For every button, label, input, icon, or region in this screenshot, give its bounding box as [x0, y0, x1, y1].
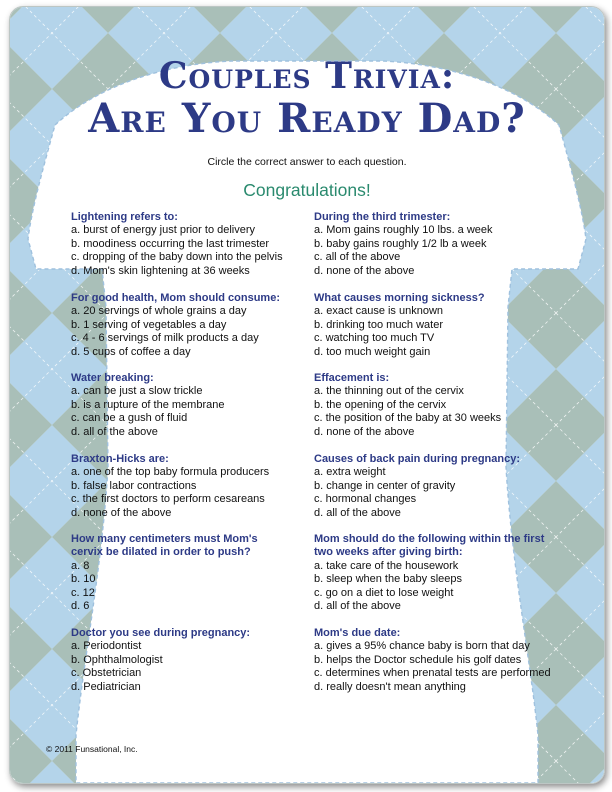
answer-option[interactable]: a. 20 servings of whole grains a day: [71, 305, 247, 318]
question-text: Effacement is:: [314, 372, 390, 384]
answer-option[interactable]: c. 12: [71, 586, 95, 599]
answer-option[interactable]: a. can be just a slow trickle: [71, 385, 203, 398]
answer-option[interactable]: d. 6: [71, 600, 90, 613]
question-block: [314, 627, 564, 694]
answer-option[interactable]: b. helps the Doctor schedule his golf dates: [314, 653, 522, 666]
question-block: [314, 453, 564, 520]
question-text: Water breaking:: [71, 372, 154, 384]
answer-option[interactable]: b. false labor contractions: [71, 479, 197, 492]
question-text: Braxton-Hicks are:: [71, 453, 169, 465]
question-text: During the third trimester:: [314, 211, 451, 223]
answer-option[interactable]: c. determines when prenatal tests are performed: [314, 667, 551, 680]
answer-option[interactable]: c. go on a diet to lose weight: [314, 586, 454, 599]
question-block: [71, 292, 321, 359]
congratulations-text: Congratulations!: [243, 180, 371, 200]
question-text: For good health, Mom should consume:: [71, 292, 280, 304]
answer-option[interactable]: a. gives a 95% chance baby is born that day: [314, 640, 530, 653]
answer-option[interactable]: c. the position of the baby at 30 weeks: [314, 412, 502, 425]
answer-option[interactable]: d. all of the above: [71, 425, 158, 438]
instruction-text: Circle the correct answer to each question.: [207, 156, 407, 168]
question-block: [314, 211, 564, 278]
answer-option[interactable]: b. sleep when the baby sleeps: [314, 573, 462, 586]
answer-option[interactable]: b. drinking too much water: [314, 318, 444, 331]
answer-option[interactable]: c. 4 - 6 servings of milk products a day: [71, 332, 259, 345]
answer-option[interactable]: d. all of the above: [314, 506, 401, 519]
answer-option[interactable]: d. Pediatrician: [71, 680, 141, 693]
question-block: [71, 372, 321, 439]
answer-option[interactable]: c. all of the above: [314, 251, 401, 264]
question-block: [71, 627, 321, 694]
question-text: How many centimeters must Mom's cervix be dilated in order to push?: [71, 533, 258, 559]
answer-option[interactable]: d. none of the above: [314, 425, 415, 438]
trivia-card: [9, 6, 605, 784]
answer-option[interactable]: b. the opening of the cervix: [314, 398, 447, 411]
answer-option[interactable]: c. the first doctors to perform cesareans: [71, 493, 265, 506]
answer-option[interactable]: b. baby gains roughly 1/2 lb a week: [314, 237, 487, 250]
answer-option[interactable]: a. 8: [71, 559, 90, 572]
title-line-1: Couples Trivia:: [158, 55, 456, 97]
question-text: Lightening refers to:: [71, 211, 178, 223]
answer-option[interactable]: c. watching too much TV: [314, 332, 435, 345]
question-block: [314, 533, 549, 613]
answer-option[interactable]: d. all of the above: [314, 600, 401, 613]
answer-option[interactable]: d. none of the above: [314, 264, 415, 277]
answer-option[interactable]: b. Ophthalmologist: [71, 653, 163, 666]
answer-option[interactable]: c. hormonal changes: [314, 493, 417, 506]
answer-option[interactable]: a. Mom gains roughly 10 lbs. a week: [314, 224, 493, 237]
answer-option[interactable]: a. extra weight: [314, 466, 386, 479]
answer-option[interactable]: d. none of the above: [71, 506, 172, 519]
copyright-text: © 2011 Funsational, Inc.: [46, 744, 138, 754]
question-block: [71, 453, 321, 520]
question-text: Doctor you see during pregnancy:: [71, 627, 251, 639]
answer-option[interactable]: a. the thinning out of the cervix: [314, 385, 464, 398]
title-line-2: Are You Ready Dad?: [88, 95, 526, 142]
question-block: [314, 292, 564, 359]
answer-option[interactable]: d. 5 cups of coffee a day: [71, 345, 191, 358]
answer-option[interactable]: c. Obstetrician: [71, 667, 142, 680]
answer-option[interactable]: d. really doesn't mean anything: [314, 680, 466, 693]
answer-option[interactable]: a. exact cause is unknown: [314, 305, 444, 318]
answer-option[interactable]: b. moodiness occurring the last trimester: [71, 237, 270, 250]
answer-option[interactable]: a. Periodontist: [71, 640, 142, 653]
answer-option[interactable]: b. 10: [71, 573, 96, 586]
answer-option[interactable]: c. dropping of the baby down into the pelvis: [71, 251, 283, 264]
answer-option[interactable]: d. Mom's skin lightening at 36 weeks: [71, 264, 250, 277]
question-text: Mom should do the following within the first two weeks after giving birth:: [314, 533, 545, 559]
answer-option[interactable]: b. 1 serving of vegetables a day: [71, 318, 227, 331]
question-block: [71, 533, 286, 613]
question-block: [71, 211, 321, 278]
answer-option[interactable]: d. too much weight gain: [314, 345, 431, 358]
question-block: [314, 372, 564, 439]
answer-option[interactable]: b. change in center of gravity: [314, 479, 456, 492]
question-text: Mom's due date:: [314, 627, 401, 639]
question-text: What causes morning sickness?: [314, 292, 485, 304]
answer-option[interactable]: a. one of the top baby formula producers: [71, 466, 270, 479]
answer-option[interactable]: b. is a rupture of the membrane: [71, 398, 225, 411]
question-text: Causes of back pain during pregnancy:: [314, 453, 520, 465]
answer-option[interactable]: c. can be a gush of fluid: [71, 412, 188, 425]
answer-option[interactable]: a. take care of the housework: [314, 559, 459, 572]
answer-option[interactable]: a. burst of energy just prior to delivery: [71, 224, 256, 237]
